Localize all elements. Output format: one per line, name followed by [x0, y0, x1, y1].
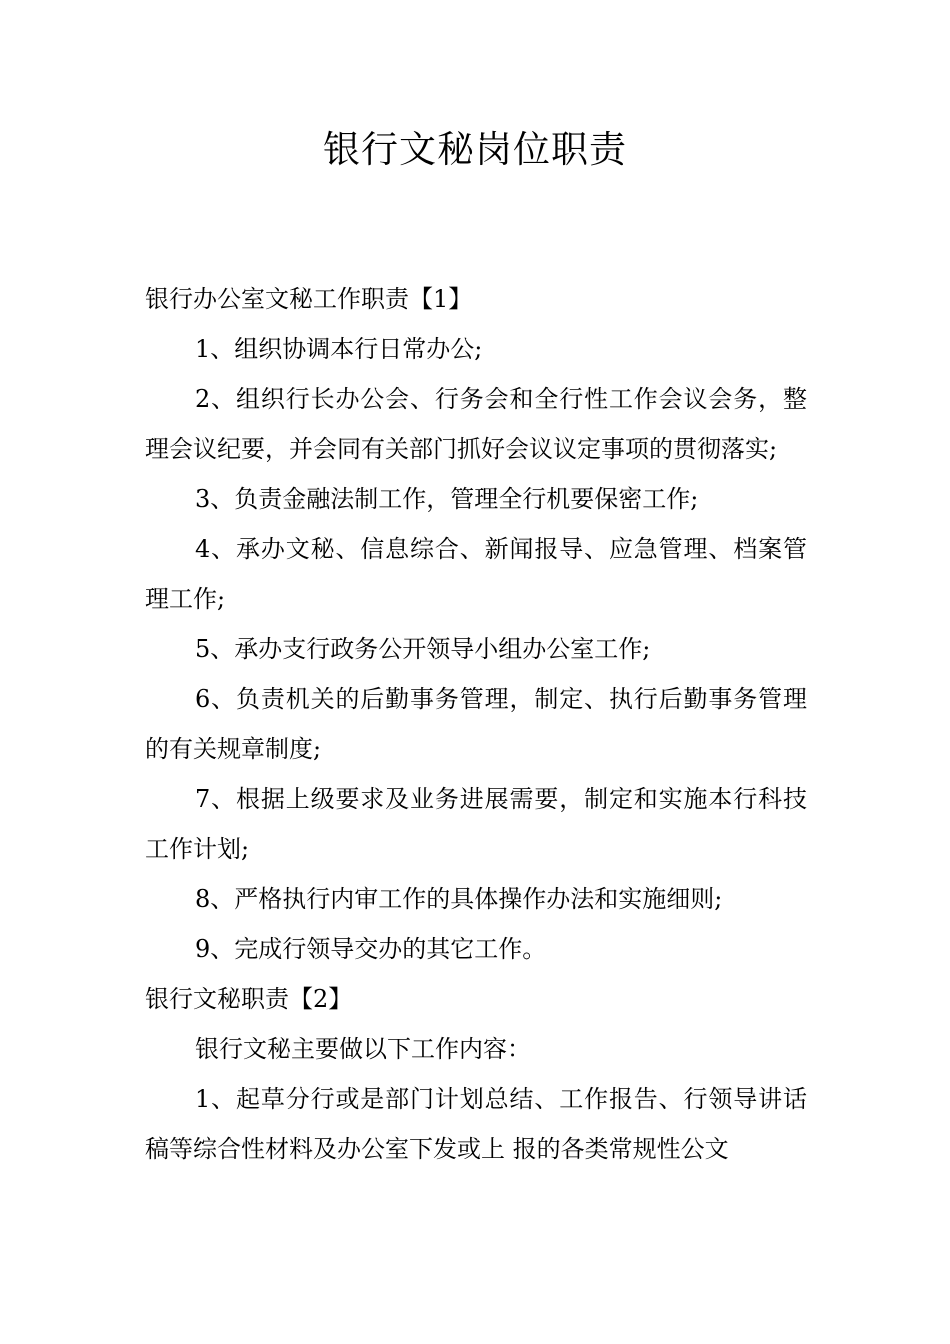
section-intro: 银行文秘主要做以下工作内容： — [195, 1035, 531, 1063]
document-body — [145, 274, 807, 1174]
duty-item-1: 1、组织协调本行日常办公; — [195, 335, 483, 363]
duty-item-7: 7、根据上级要求及业务进展需要，制定和实施本行科技工作计划; — [145, 785, 807, 863]
duty-item-6: 6、负责机关的后勤事务管理，制定、执行后勤事务管理的有关规章制度; — [145, 685, 807, 763]
duty-item-3: 3、负责金融法制工作，管理全行机要保密工作; — [195, 485, 699, 513]
duty-item-4: 4、承办文秘、信息综合、新闻报导、应急管理、档案管理工作; — [145, 535, 807, 613]
document-title: 银行文秘岗位职责 — [323, 128, 627, 171]
duty-item-2: 2、组织行长办公会、行务会和全行性工作会议会务，整理会议纪要，并会同有关部门抓好会议议定事项的贯彻落实; — [145, 385, 807, 463]
duty-item-8: 8、严格执行内审工作的具体操作办法和实施细则; — [195, 885, 723, 913]
section-heading-2: 银行文秘职责【2】 — [145, 985, 353, 1013]
section-heading-1: 银行办公室文秘工作职责【1】 — [145, 285, 473, 313]
duty-item-5: 5、承办支行政务公开领导小组办公室工作; — [195, 635, 651, 663]
work-item-1: 1、起草分行或是部门计划总结、工作报告、行领导讲话稿等综合性材料及办公室下发或上 报的各类常规性公文 — [145, 1085, 807, 1163]
duty-item-9: 9、完成行领导交办的其它工作。 — [195, 935, 547, 963]
